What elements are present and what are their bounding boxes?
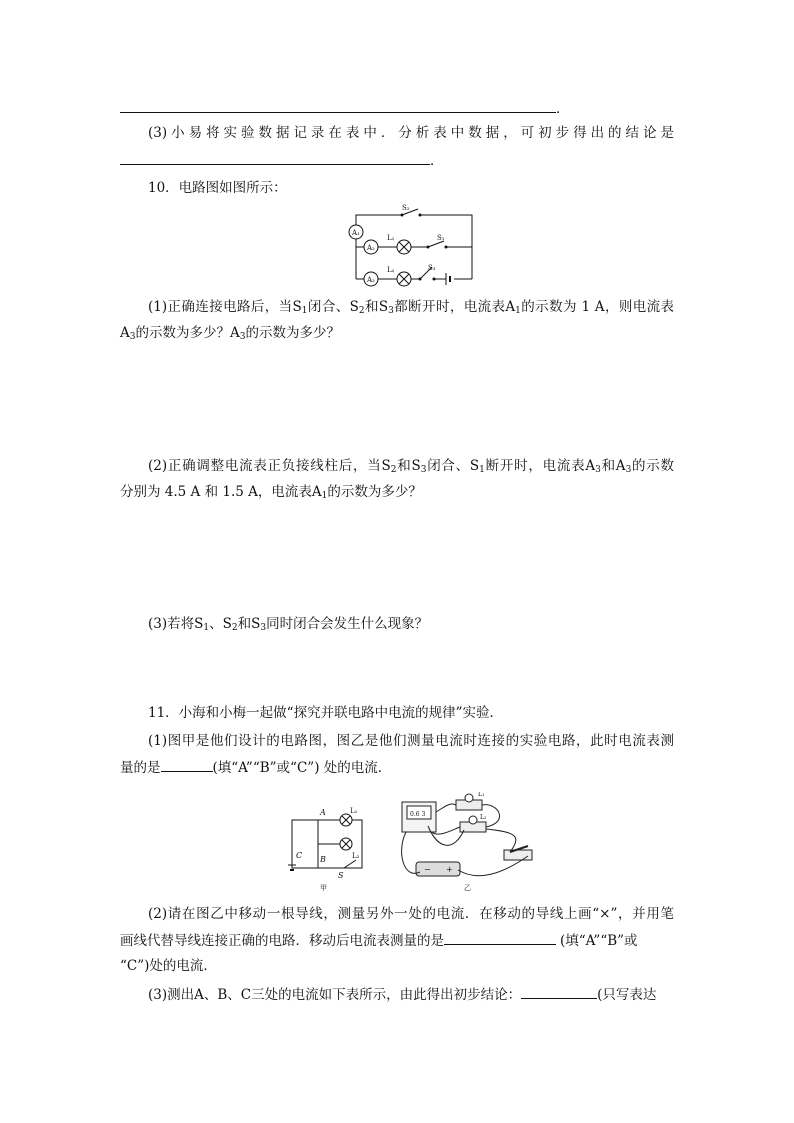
yi-label-l1: L₁ bbox=[478, 792, 485, 798]
jia-label-l1: L₁ bbox=[350, 807, 358, 815]
jia-label-a: A bbox=[320, 808, 326, 817]
q9-blank-2[interactable] bbox=[120, 150, 430, 165]
q9-answer-line: ． bbox=[120, 98, 570, 119]
q11-figure-yi bbox=[398, 792, 538, 896]
jia-label-b: B bbox=[320, 855, 326, 864]
q11-part2-line2: 画线代替导线连接正确的电路．移动后电流表测量的是 (填“A”“B”或 bbox=[120, 930, 638, 951]
q11-blank-2[interactable] bbox=[444, 930, 556, 945]
q9-part3: (3)小易将实验数据记录在表中．分析表中数据，可初步得出的结论是 bbox=[148, 125, 674, 141]
yi-meter-readout: 0.6 3 bbox=[410, 811, 426, 818]
q10-label-l1: L₁ bbox=[387, 234, 395, 242]
q10-part2-line1: (2)正确调整电流表正负接线柱后，当$S_2$和$S_3$闭合、$S_1$断开时，电流表$A_3$和$A_3$的示数 bbox=[148, 458, 675, 475]
yi-battery-minus: − bbox=[424, 865, 431, 874]
q11-blank-3[interactable] bbox=[521, 984, 597, 999]
jia-label-c: C bbox=[296, 851, 303, 860]
q10-part1-line1: (1)正确连接电路后，当$S_1$闭合、$S_2$和$S_3$都断开时，电流表$A_1$的示数为 1 A，则电流表 bbox=[148, 299, 675, 316]
q9-blank-1[interactable] bbox=[120, 98, 556, 113]
q10-label-l2: L₂ bbox=[387, 266, 395, 274]
q10-label-a1: A₁ bbox=[352, 229, 360, 237]
jia-label-l2: L₂ bbox=[352, 852, 360, 860]
q10-part2-line2: 分别为 4.5 A 和 1.5 A，电流表$A_1$的示数为多少？ bbox=[120, 484, 422, 501]
q10-part1-line2: $A_3$的示数为多少？$A_3$的示数为多少？ bbox=[120, 325, 340, 342]
yi-caption: 乙 bbox=[464, 884, 471, 892]
q10-label-s3: S₃ bbox=[428, 264, 436, 272]
q11-part2-line1: (2)请在图乙中移动一根导线，测量另外一处的电流．在移动的导线上画“×”，并用笔 bbox=[148, 906, 674, 922]
q10-label-a2: A₂ bbox=[367, 244, 375, 252]
jia-label-s: S bbox=[338, 871, 344, 880]
q11-part2-line3: “C”)处的电流． bbox=[120, 958, 217, 974]
q11-figure-jia bbox=[284, 800, 374, 895]
q10-part3: (3)若将$S_1$、$S_2$和$S_3$同时闭合会发生什么现象？ bbox=[148, 616, 429, 633]
q11-part3: (3)测出A、B、C三处的电流如下表所示，由此得出初步结论： (只写表达 bbox=[148, 984, 656, 1005]
q10-label-s1: S₁ bbox=[437, 234, 445, 242]
q10-circuit-diagram bbox=[342, 200, 482, 292]
q10-label-a3: A₃ bbox=[367, 276, 375, 284]
q11-title: 11．小海和小梅一起做“探究并联电路中电流的规律”实验． bbox=[148, 705, 503, 721]
q11-part1-line2: 量的是 (填“A”“B”或“C”) 处的电流． bbox=[120, 757, 391, 778]
yi-battery-plus: + bbox=[446, 865, 453, 874]
q10-label-s2: S₂ bbox=[402, 204, 410, 212]
jia-caption: 甲 bbox=[320, 884, 327, 892]
yi-label-l2: L₂ bbox=[480, 814, 487, 821]
q11-blank-1[interactable] bbox=[161, 757, 213, 772]
q11-part1-line1: (1)图甲是他们设计的电路图，图乙是他们测量电流时连接的实验电路，此时电流表测 bbox=[148, 733, 674, 749]
q10-title: 10．电路图如图所示： bbox=[148, 180, 287, 196]
q9-answer-line-2: ． bbox=[120, 150, 444, 171]
